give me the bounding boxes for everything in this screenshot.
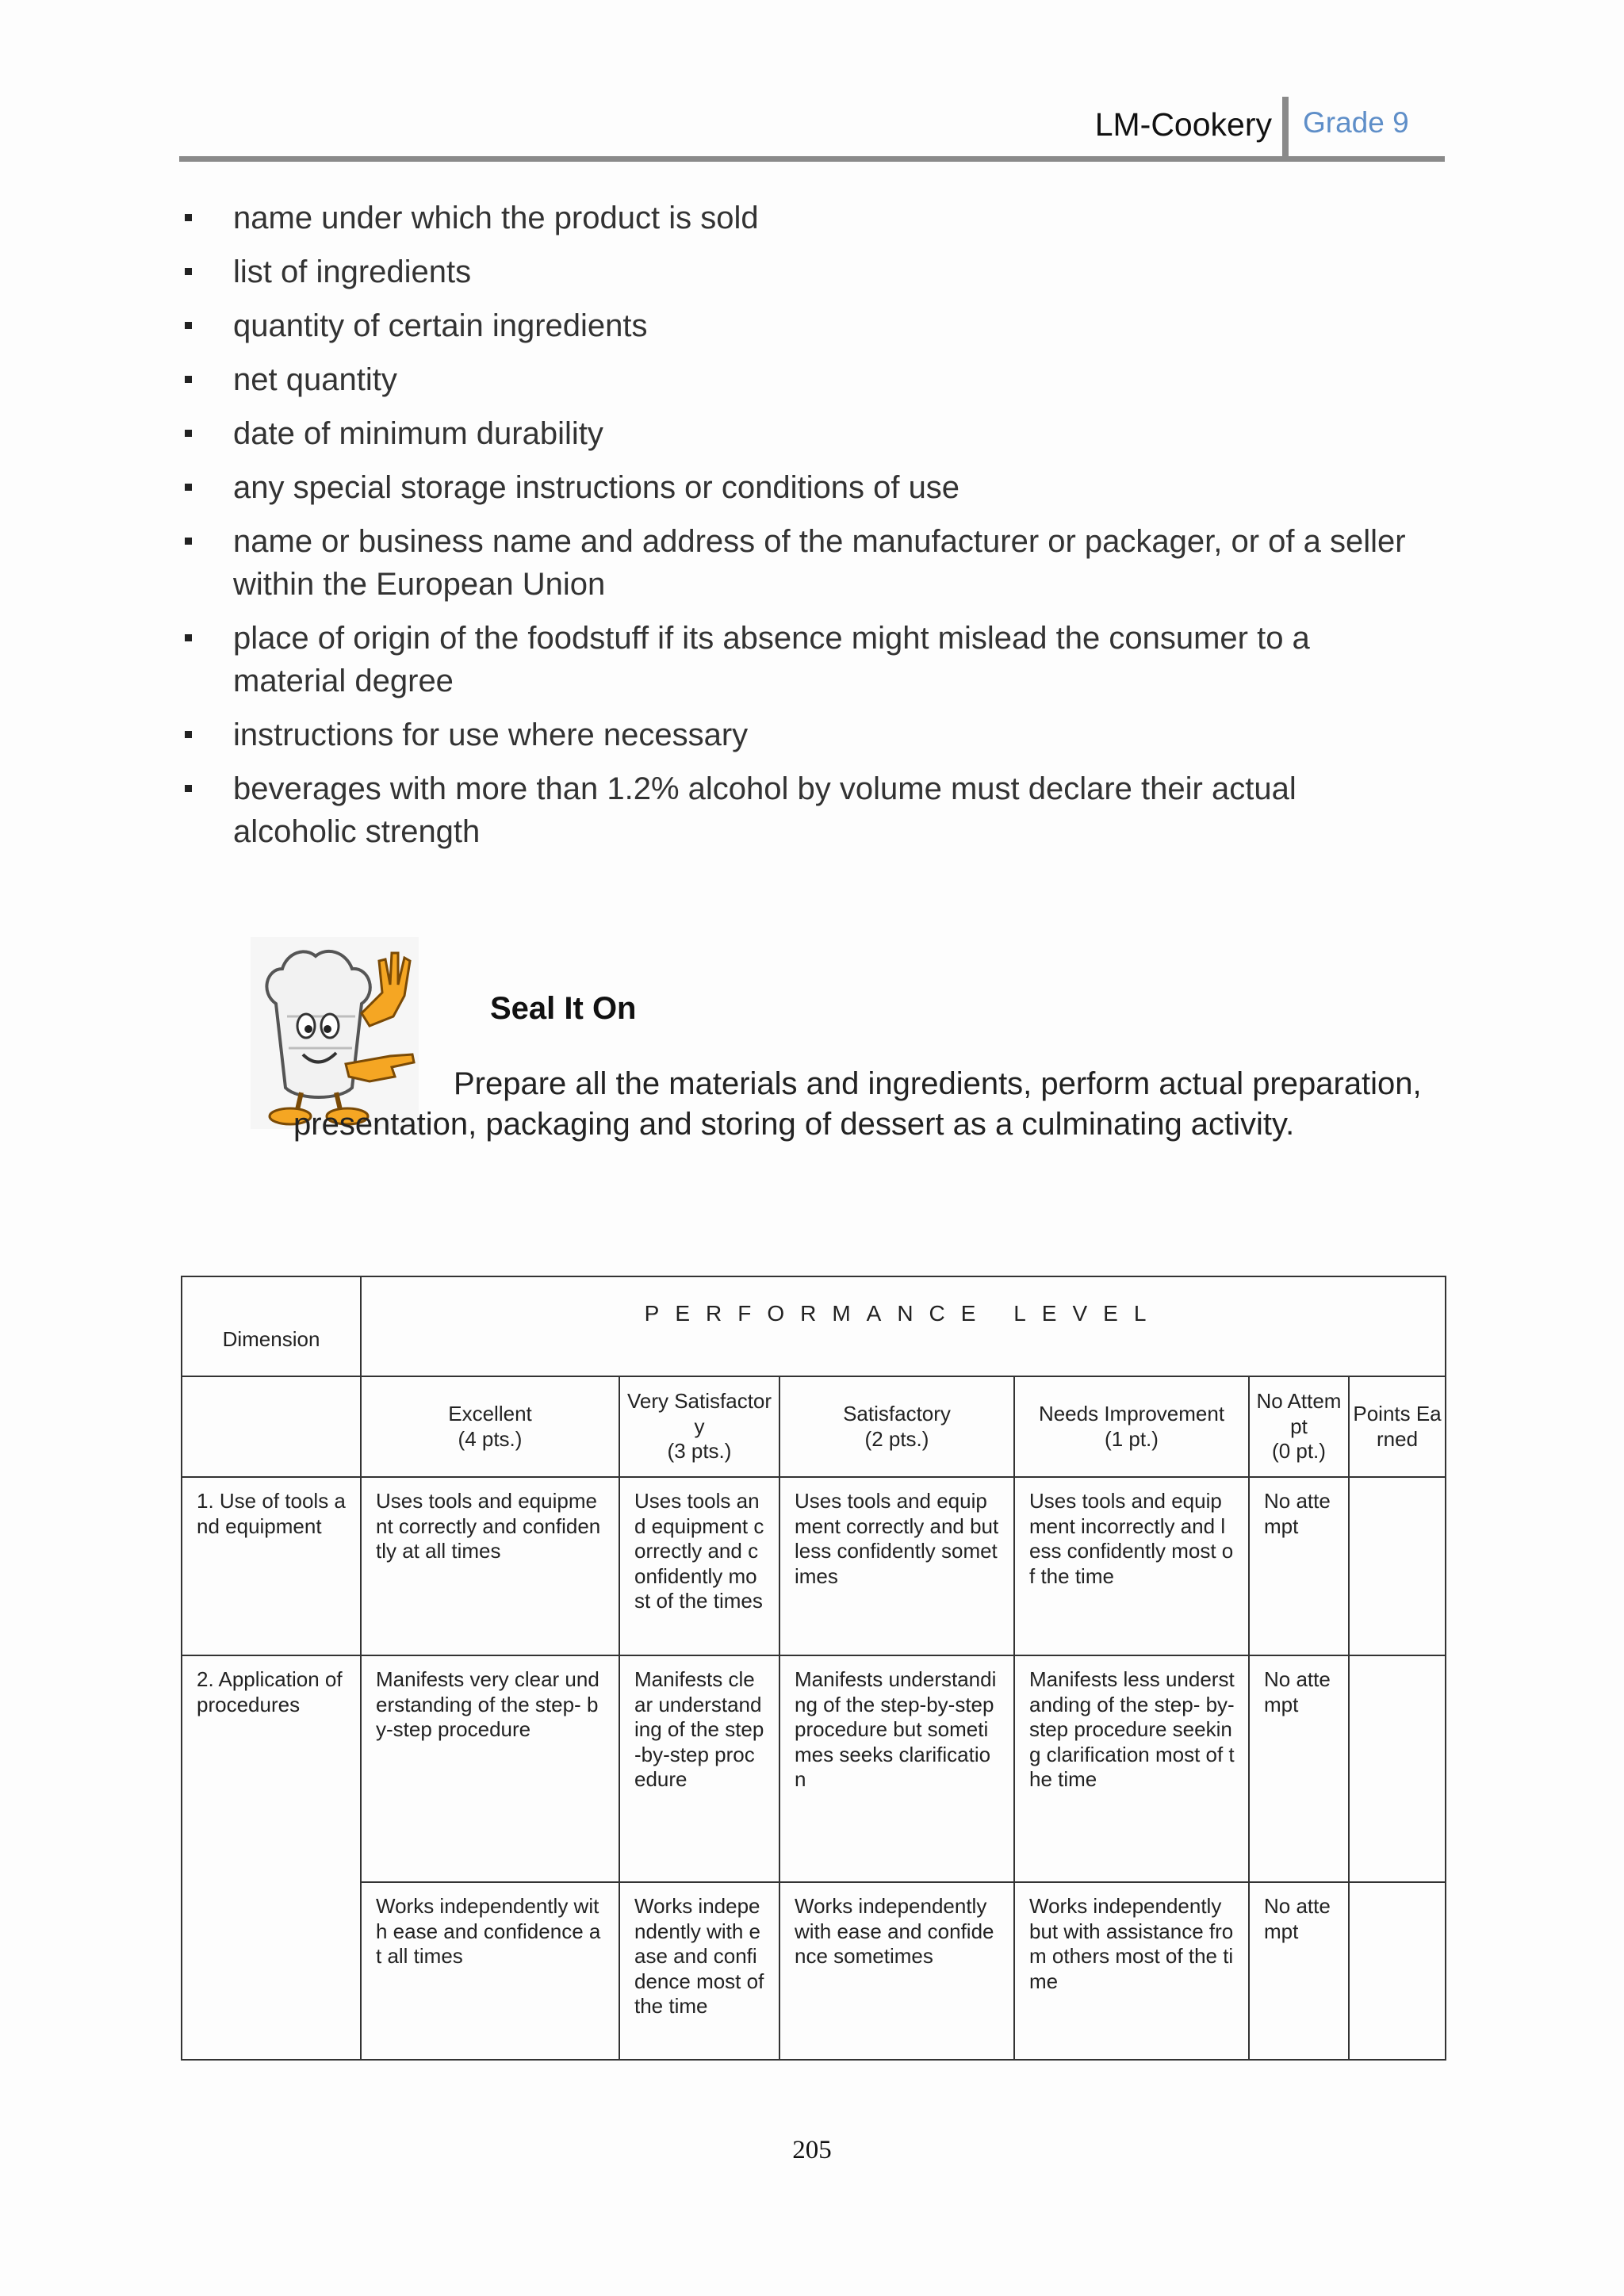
square-bullet-icon: [185, 484, 192, 491]
points-earned-cell: [1349, 1882, 1446, 2060]
list-item: [182, 714, 1419, 756]
rubric-cell: Uses tools and equipment incorrectly and less confidently most of the time: [1014, 1477, 1249, 1655]
list-item: [182, 466, 1419, 509]
rubric-cell: Uses tools and equipment correctly and confidently at all times: [361, 1477, 619, 1655]
list-item-text: name under which the product is sold: [233, 201, 759, 235]
list-item: [182, 617, 1419, 702]
rubric-cell: Uses tools and equipment correctly and confidently most of the times: [619, 1477, 779, 1655]
level-name: Very Satisfactory: [626, 1389, 772, 1438]
list-item: [182, 358, 1419, 401]
level-name: No Attempt: [1256, 1389, 1342, 1438]
points-earned-cell: [1349, 1655, 1446, 1882]
rubric-cell: Works independently but with assistance from others most of the time: [1014, 1882, 1249, 2060]
level-name: Needs Improvement: [1038, 1402, 1225, 1425]
rubric-cell: Uses tools and equipment correctly and but less confidently sometimes: [779, 1477, 1014, 1655]
list-item: [182, 304, 1419, 347]
label-requirements-list: [182, 197, 1419, 864]
square-bullet-icon: [185, 538, 192, 545]
list-item-text: instructions for use where necessary: [233, 718, 749, 752]
dimension-header: Dimension: [182, 1276, 361, 1376]
table-subheader-row: [182, 1376, 1446, 1477]
square-bullet-icon: [185, 214, 192, 221]
level-header-very-satisfactory: [619, 1376, 779, 1477]
list-item: [182, 197, 1419, 239]
level-points: (3 pts.): [667, 1439, 732, 1464]
performance-rubric-table: [181, 1276, 1446, 2061]
list-item-text: date of minimum durability: [233, 416, 603, 451]
level-header-satisfactory: [779, 1376, 1014, 1477]
header-rule: [179, 156, 1445, 162]
dimension-cell: 2. Application of procedures: [182, 1655, 361, 2060]
square-bullet-icon: [185, 376, 192, 383]
list-item-text: beverages with more than 1.2% alcohol by volume must declare their actual alcoholic strength: [233, 771, 1297, 849]
document-header-grade: Grade 9: [1303, 106, 1409, 139]
dimension-cell: 1. Use of tools and equipment: [182, 1477, 361, 1655]
square-bullet-icon: [185, 268, 192, 275]
square-bullet-icon: [185, 731, 192, 738]
level-points: (2 pts.): [864, 1426, 929, 1451]
level-name: Satisfactory: [843, 1402, 951, 1425]
document-header-title: LM-Cookery: [1094, 106, 1272, 143]
rubric-cell: Manifests very clear understanding of the step- by-step procedure: [361, 1655, 619, 1882]
table-header-row: [182, 1276, 1446, 1376]
square-bullet-icon: [185, 785, 192, 792]
list-item: [182, 520, 1419, 606]
rubric-cell: Works independently with ease and confidence sometimes: [779, 1882, 1014, 2060]
level-points: (0 pt.): [1272, 1439, 1326, 1464]
rubric-cell: No attempt: [1249, 1477, 1349, 1655]
list-item-text: quantity of certain ingredients: [233, 308, 648, 343]
level-header-no-attempt: [1249, 1376, 1349, 1477]
level-header-needs-improvement: [1014, 1376, 1249, 1477]
level-name: Excellent: [448, 1402, 532, 1425]
level-header-excellent: [361, 1376, 619, 1477]
table-row: [182, 1477, 1446, 1655]
rubric-cell: Manifests less understanding of the step- by-step procedure seeking clarification most of the time: [1014, 1655, 1249, 1882]
section-heading: Seal It On: [490, 991, 637, 1026]
rubric-cell: Works independently with ease and confidence most of the time: [619, 1882, 779, 2060]
header-divider: [1282, 97, 1289, 159]
list-item-text: net quantity: [233, 362, 397, 397]
table-row: [182, 1655, 1446, 1882]
list-item-text: any special storage instructions or conditions of use: [233, 470, 960, 505]
performance-level-header: PERFORMANCE LEVEL: [361, 1276, 1446, 1376]
list-item-text: list of ingredients: [233, 254, 472, 289]
square-bullet-icon: [185, 430, 192, 437]
list-item: [182, 767, 1419, 853]
page-number: 205: [792, 2136, 832, 2164]
rubric-cell: No attempt: [1249, 1882, 1349, 2060]
level-points: (4 pts.): [458, 1426, 523, 1451]
table-row: [182, 1882, 1446, 2060]
list-item-text: place of origin of the foodstuff if its absence might mislead the consumer to a material degree: [233, 621, 1310, 698]
rubric-cell: Manifests understanding of the step-by-step procedure but sometimes seeks clarification: [779, 1655, 1014, 1882]
rubric-cell: Manifests clear understanding of the step-by-step procedure: [619, 1655, 779, 1882]
empty-header-cell: [182, 1376, 361, 1477]
activity-instruction: Prepare all the materials and ingredients, perform actual preparation, presentation, packaging and storing of dessert as a culminating activity.: [293, 1066, 1422, 1142]
square-bullet-icon: [185, 322, 192, 329]
points-earned-header: Points Earned: [1349, 1376, 1446, 1477]
rubric-cell: Works independently with ease and confidence at all times: [361, 1882, 619, 2060]
list-item: [182, 412, 1419, 455]
level-points: (1 pt.): [1105, 1426, 1159, 1451]
rubric-cell: No attempt: [1249, 1655, 1349, 1882]
list-item-text: name or business name and address of the manufacturer or packager, or of a seller within the European Union: [233, 524, 1406, 602]
list-item: [182, 251, 1419, 293]
points-earned-cell: [1349, 1477, 1446, 1655]
square-bullet-icon: [185, 634, 192, 641]
